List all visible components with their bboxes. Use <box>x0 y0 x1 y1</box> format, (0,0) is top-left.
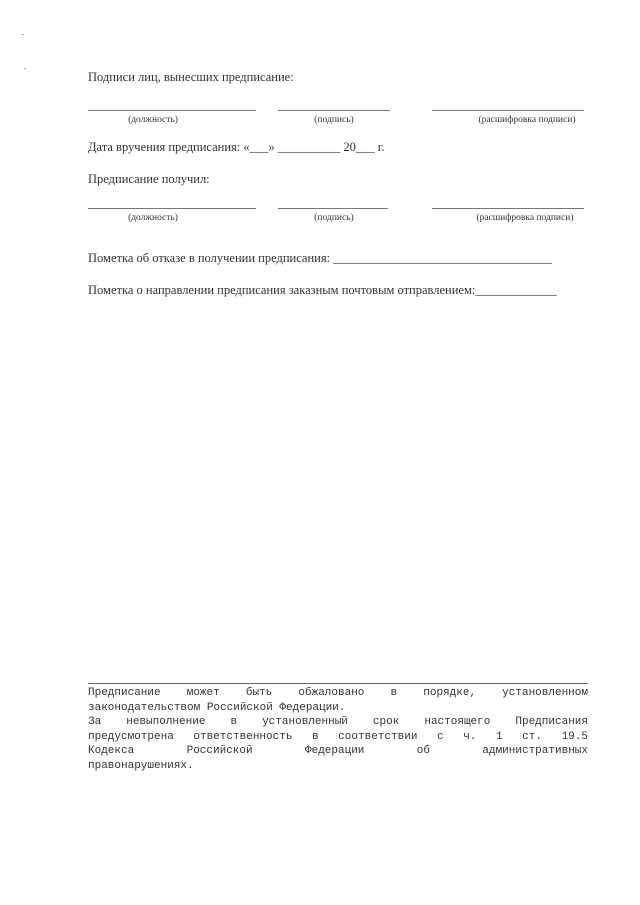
position-line <box>88 208 256 209</box>
signatures-heading: Подписи лиц, вынесших предписание: <box>88 70 294 84</box>
decoding-caption: (расшифровка подписи) <box>478 115 576 125</box>
signature-caption: (подпись) <box>314 115 354 125</box>
decoding-line <box>432 110 584 111</box>
footer-line: правонарушениях. <box>88 759 194 772</box>
decoding-caption: (расшифровка подписи) <box>476 213 574 223</box>
signature-line <box>278 110 390 111</box>
footer-divider <box>88 683 588 684</box>
position-caption: (должность) <box>128 115 178 125</box>
scan-speck <box>22 34 24 35</box>
footer-line: Кодекса Российской Федерации об административных <box>88 745 588 757</box>
footer-note <box>88 686 588 773</box>
mail-note: Пометка о направлении предписания заказным почтовым отправлением:_____________ <box>88 283 557 297</box>
scan-speck <box>24 68 26 69</box>
footer-line: законодательством Российской Федерации. <box>88 701 346 714</box>
footer-line: предусмотрена ответственность в соответствии с ч. 1 ст. 19.5 <box>88 730 588 743</box>
footer-line: За невыполнение в установленный срок настоящего Предписания <box>88 716 588 728</box>
refusal-note: Пометка об отказе в получении предписания: ___________________________________ <box>88 251 552 265</box>
signature-line <box>278 208 388 209</box>
delivery-date: Дата вручения предписания: «___» __________ 20___ г. <box>88 140 385 154</box>
decoding-line <box>432 208 584 209</box>
position-caption: (должность) <box>128 213 178 223</box>
footer-line: Предписание может быть обжаловано в порядке, установленном <box>88 687 588 699</box>
signature-caption: (подпись) <box>314 213 354 223</box>
position-line <box>88 110 256 111</box>
received-heading: Предписание получил: <box>88 172 210 186</box>
